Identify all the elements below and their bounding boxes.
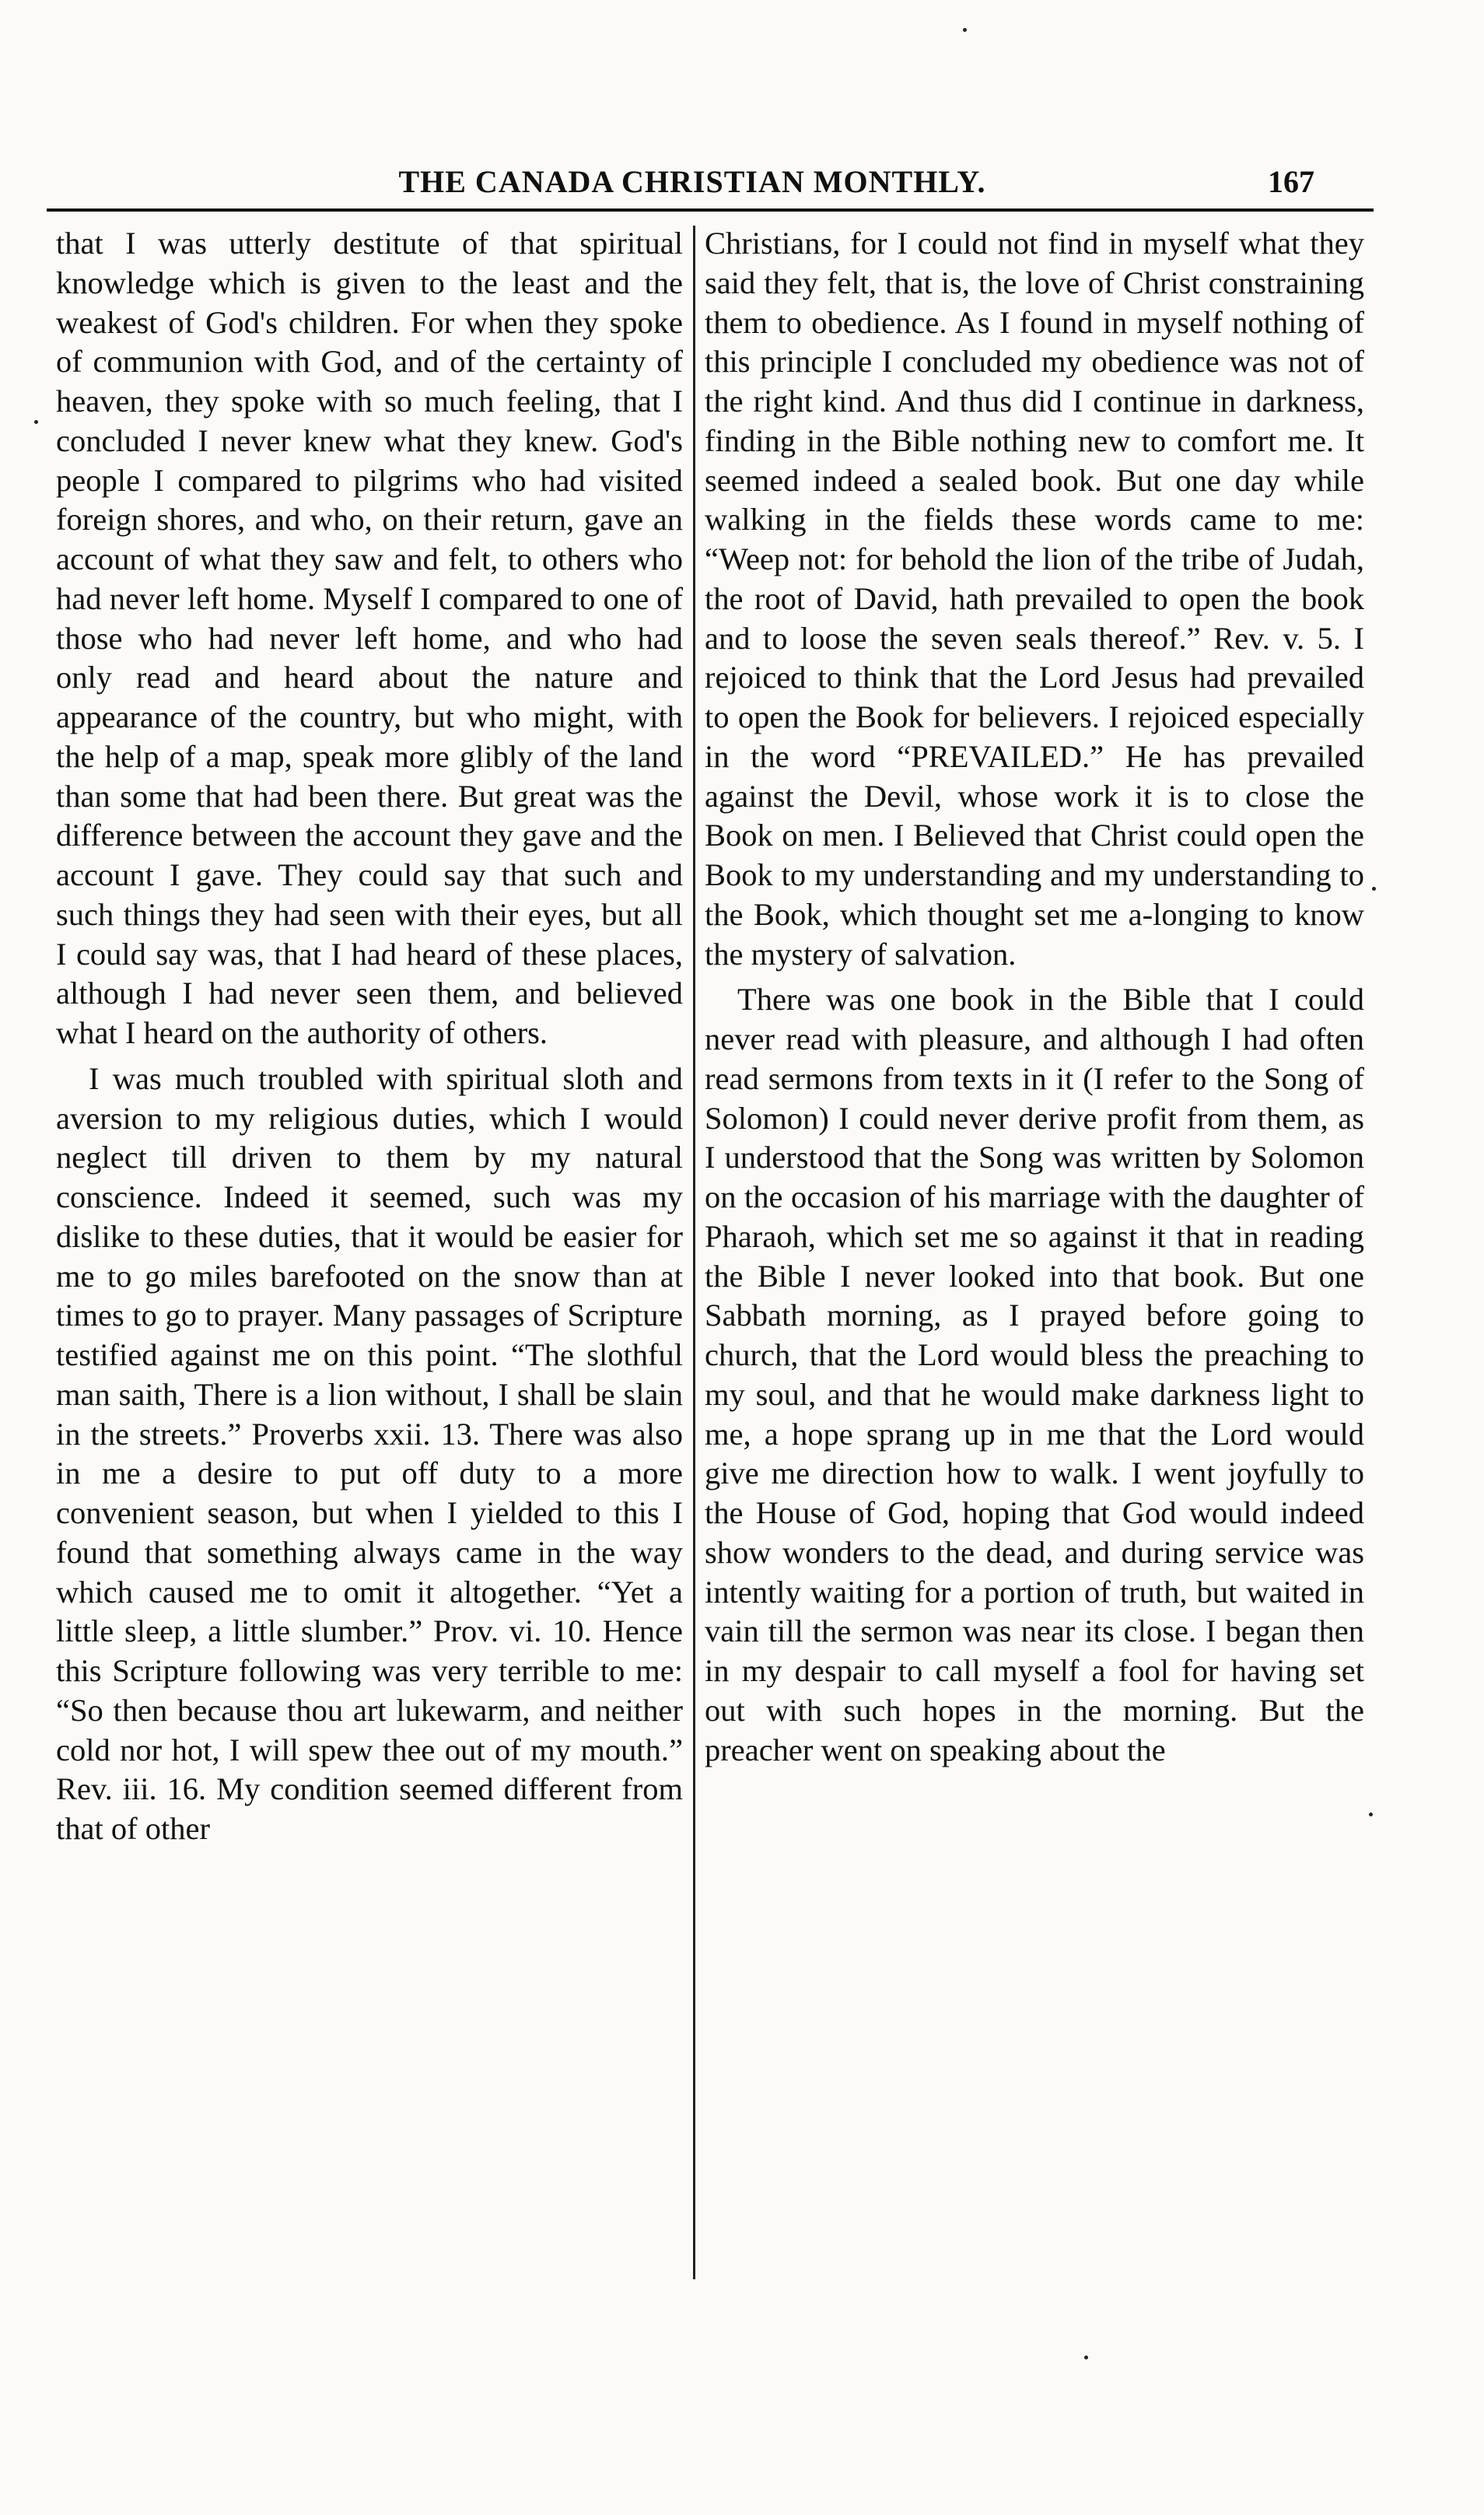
journal-title: THE CANADA CHRISTIAN MONTHLY. (398, 164, 986, 199)
right-column (705, 224, 1364, 2286)
left-column (56, 224, 683, 2286)
paragraph: that I was utterly destitute of that spiritual knowledge which is given to the least and the weakest of God's children. For when they spoke of communion with God, and of the certainty of heaven, they spoke with so much feeling, that I concluded I never knew what they knew. God's people I compared to pilgrims who had visited foreign shores, and who, on their return, gave an account of what they saw and felt, to others who had never left home. Myself I compared to one of those who had never left home, and who had only read and heard about the nature and appearance of the country, but who might, with the help of a map, speak more glibly of the land than some that had been there. But great was the difference between the account they gave and the account I gave. They could say that such and such things they had seen with their eyes, but all I could say was, that I had heard of these places, although I had never seen them, and believed what I heard on the authority of others. (56, 226, 683, 1050)
scan-speck (1084, 2356, 1088, 2359)
scan-speck (963, 28, 967, 32)
scan-speck (34, 420, 38, 424)
paragraph: I was much troubled with spiritual sloth and aversion to my religious duties, which I would neglect till driven to them by my natural conscience. Indeed it seemed, such was my dislike to these duties, that it would be easier for me to go miles barefooted on the snow than at times to go to prayer. Many passages of Scripture testified against me on this point. “The slothful man saith, There is a lion without, I shall be slain in the streets.” Proverbs xxii. 13. There was also in me a desire to put off duty to a more convenient season, but when I yielded to this I found that something always came in the way which caused me to omit it altogether. “Yet a little sleep, a little slumber.” Prov. vi. 10. Hence this Scripture following was very terrible to me: “So then because thou art lukewarm, and neither cold nor hot, I will spew thee out of my mouth.” Rev. iii. 16. My condition seemed different from that of other (56, 1060, 683, 1846)
running-header (0, 156, 1484, 202)
scan-speck (1369, 1813, 1373, 1816)
page-number: 167 (1268, 164, 1314, 199)
paragraph: There was one book in the Bible that I could never read with pleasure, and although I had often read sermons from texts in it (I refer to the Song of Solomon) I could never derive profit from them, as I understood that the Song was written by Solomon on the occasion of his marriage with the daughter of Pharaoh, which set me so against it that in reading the Bible I never looked into that book. But one Sabbath morning, as I prayed before going to church, that the Lord would bless the preaching to my soul, and that he would make darkness light to me, a hope sprang up in me that the Lord would give me direction how to walk. I went joyfully to the House of God, hoping that God would indeed show wonders to the dead, and during service was intently waiting for a portion of truth, but waited in vain till the sermon was near its close. I began then in my despair to call myself a fool for having set out with such hopes in the morning. But the preacher went on speaking about the (705, 982, 1364, 1767)
column-divider (693, 226, 695, 2279)
header-rule (47, 208, 1374, 212)
paragraph: Christians, for I could not find in myself what they said they felt, that is, the love of Christ constraining them to obedience. As I found in myself nothing of this principle I concluded my obedience was not of the right kind. And thus did I continue in darkness, finding in the Bible nothing new to comfort me. It seemed indeed a sealed book. But one day while walking in the fields these words came to me: “Weep not: for behold the lion of the tribe of Judah, the root of David, hath prevailed to open the book and to loose the seven seals thereof.” Rev. v. 5. I rejoiced to think that the Lord Jesus had prevailed to open the Book for believers. I rejoiced especially in the word “PREVAILED.” He has prevailed against the Devil, whose work it is to close the Book on men. I Believed that Christ could open the Book to my understanding and my understanding to the Book, which thought set me a-longing to know the mystery of salvation. (705, 226, 1364, 972)
scan-speck (1372, 887, 1376, 891)
